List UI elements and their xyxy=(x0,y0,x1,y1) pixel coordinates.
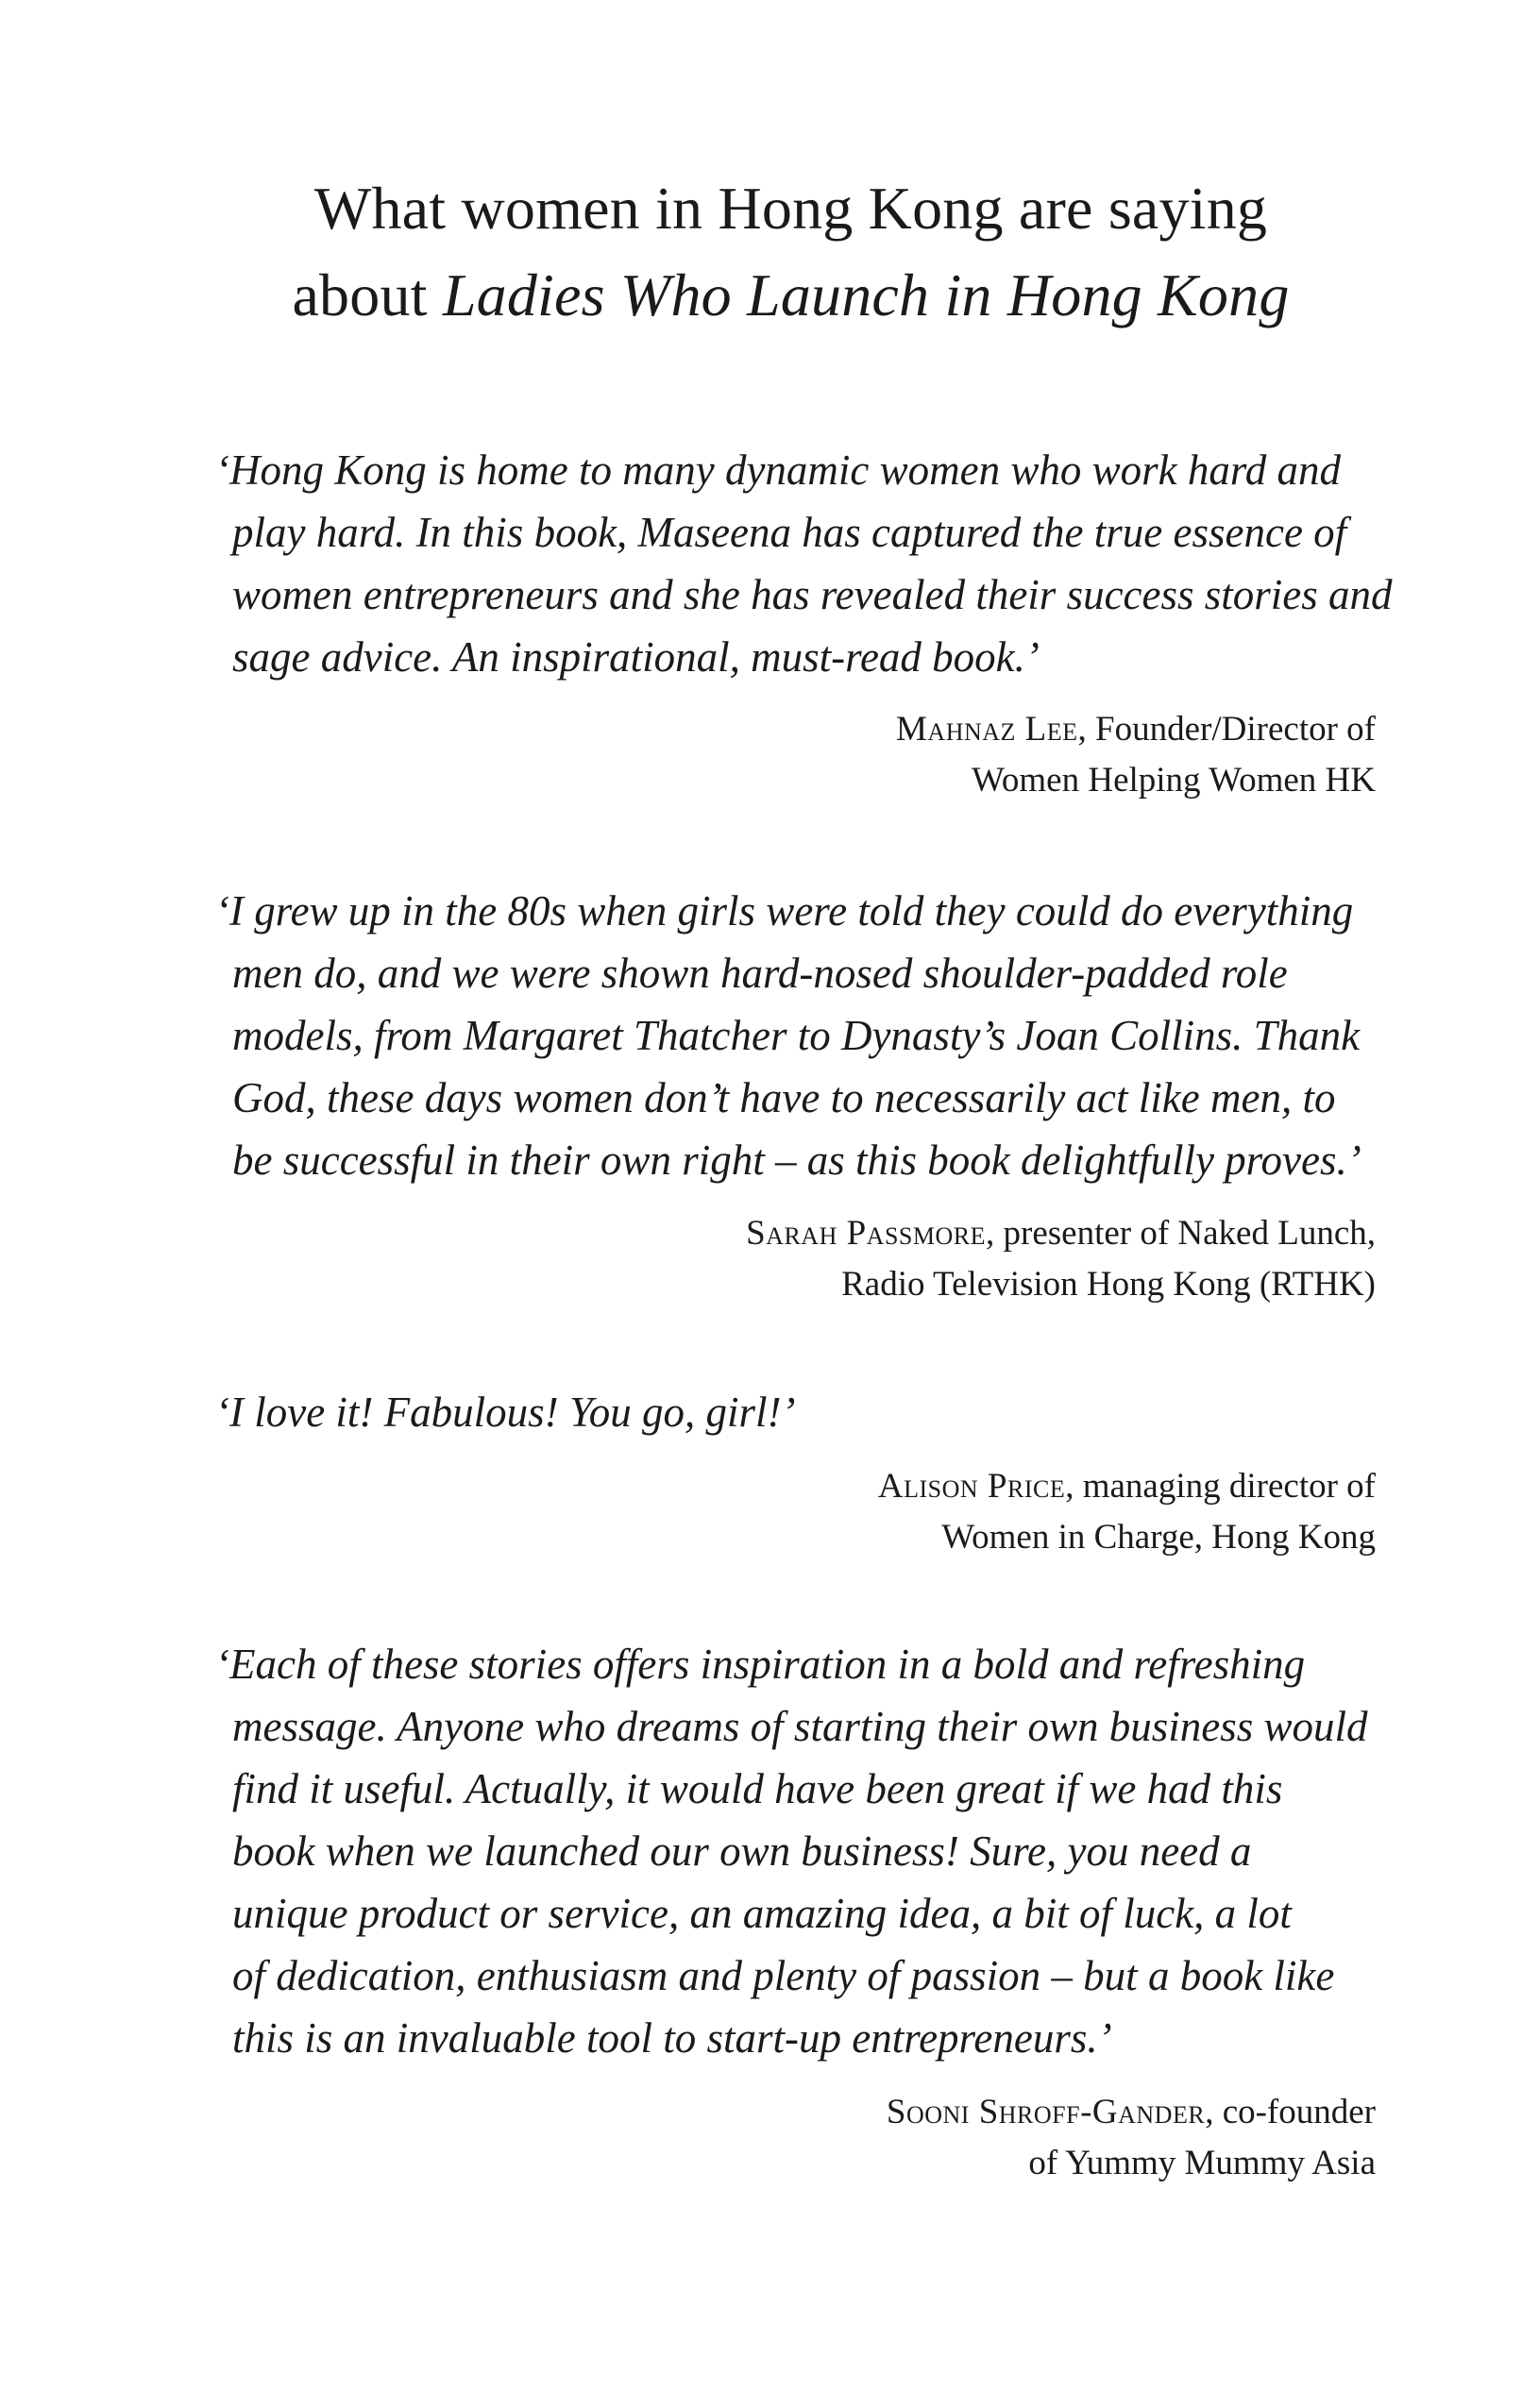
quote-line: find it useful. Actually, it would have been great if we had this xyxy=(232,1765,1283,1812)
quote-line: ‘I grew up in the 80s when girls were told they could do everything xyxy=(215,887,1354,935)
attribution-org: Women in Charge, Hong Kong xyxy=(941,1518,1376,1557)
book-title: Ladies Who Launch in Hong Kong xyxy=(442,261,1290,328)
quote-line: men do, and we were shown hard-nosed shoulder-padded role xyxy=(232,950,1288,997)
testimonial-quote-3 xyxy=(215,1381,1386,1443)
heading-line-1: What women in Hong Kong are saying xyxy=(313,175,1268,242)
attribution-role: , co-founder xyxy=(1205,2093,1376,2131)
testimonial-attribution-3 xyxy=(431,1461,1376,1563)
attribution-role: , presenter of Naked Lunch, xyxy=(986,1214,1376,1253)
attribution-org: Women Helping Women HK xyxy=(971,761,1376,800)
page-heading xyxy=(151,165,1430,339)
attribution-org: of Yummy Mummy Asia xyxy=(1028,2144,1376,2182)
attribution-role: , managing director of xyxy=(1065,1467,1376,1506)
quote-line: God, these days women don’t have to necessarily act like men, to xyxy=(232,1074,1336,1121)
attribution-org: Radio Television Hong Kong (RTHK) xyxy=(841,1265,1376,1304)
quote-line: ‘Each of these stories offers inspiration in a bold and refreshing xyxy=(215,1641,1306,1688)
testimonial-attribution-1 xyxy=(431,704,1376,806)
quote-line: women entrepreneurs and she has revealed their success stories and xyxy=(232,571,1393,618)
quote-line: of dedication, enthusiasm and plenty of passion – but a book like xyxy=(232,1952,1335,1999)
testimonial-quote-4 xyxy=(215,1633,1386,2069)
quote-line: unique product or service, an amazing idea, a bit of luck, a lot xyxy=(232,1890,1292,1937)
attribution-name: Mahnaz Lee xyxy=(896,710,1078,749)
quote-line: models, from Margaret Thatcher to Dynasty’s Joan Collins. Thank xyxy=(232,1012,1361,1059)
heading-line-2 xyxy=(151,252,1430,339)
quote-line: sage advice. An inspirational, must-read book.’ xyxy=(232,633,1040,681)
attribution-name: Alison Price xyxy=(877,1467,1066,1506)
testimonial-quote-1 xyxy=(215,439,1393,688)
testimonial-attribution-4 xyxy=(431,2087,1376,2189)
quote-line: message. Anyone who dreams of starting their own business would xyxy=(232,1703,1368,1750)
quote-line: be successful in their own right – as this book delightfully proves.’ xyxy=(232,1137,1361,1184)
attribution-name: Sarah Passmore xyxy=(746,1214,986,1253)
testimonial-attribution-2 xyxy=(431,1208,1376,1310)
testimonial-quote-2 xyxy=(215,880,1386,1191)
attribution-role: , Founder/Director of xyxy=(1077,710,1376,749)
attribution-name: Sooni Shroff-Gander xyxy=(886,2093,1206,2131)
quote-line: ‘Hong Kong is home to many dynamic women who work hard and xyxy=(215,446,1341,494)
quote-line: this is an invaluable tool to start-up entrepreneurs.’ xyxy=(232,2014,1112,2062)
quote-line: book when we launched our own business! Sure, you need a xyxy=(232,1827,1252,1875)
quote-line: play hard. In this book, Maseena has captured the true essence of xyxy=(232,509,1347,556)
heading-prefix: about xyxy=(292,261,443,328)
quote-line: ‘I love it! Fabulous! You go, girl!’ xyxy=(215,1389,796,1436)
